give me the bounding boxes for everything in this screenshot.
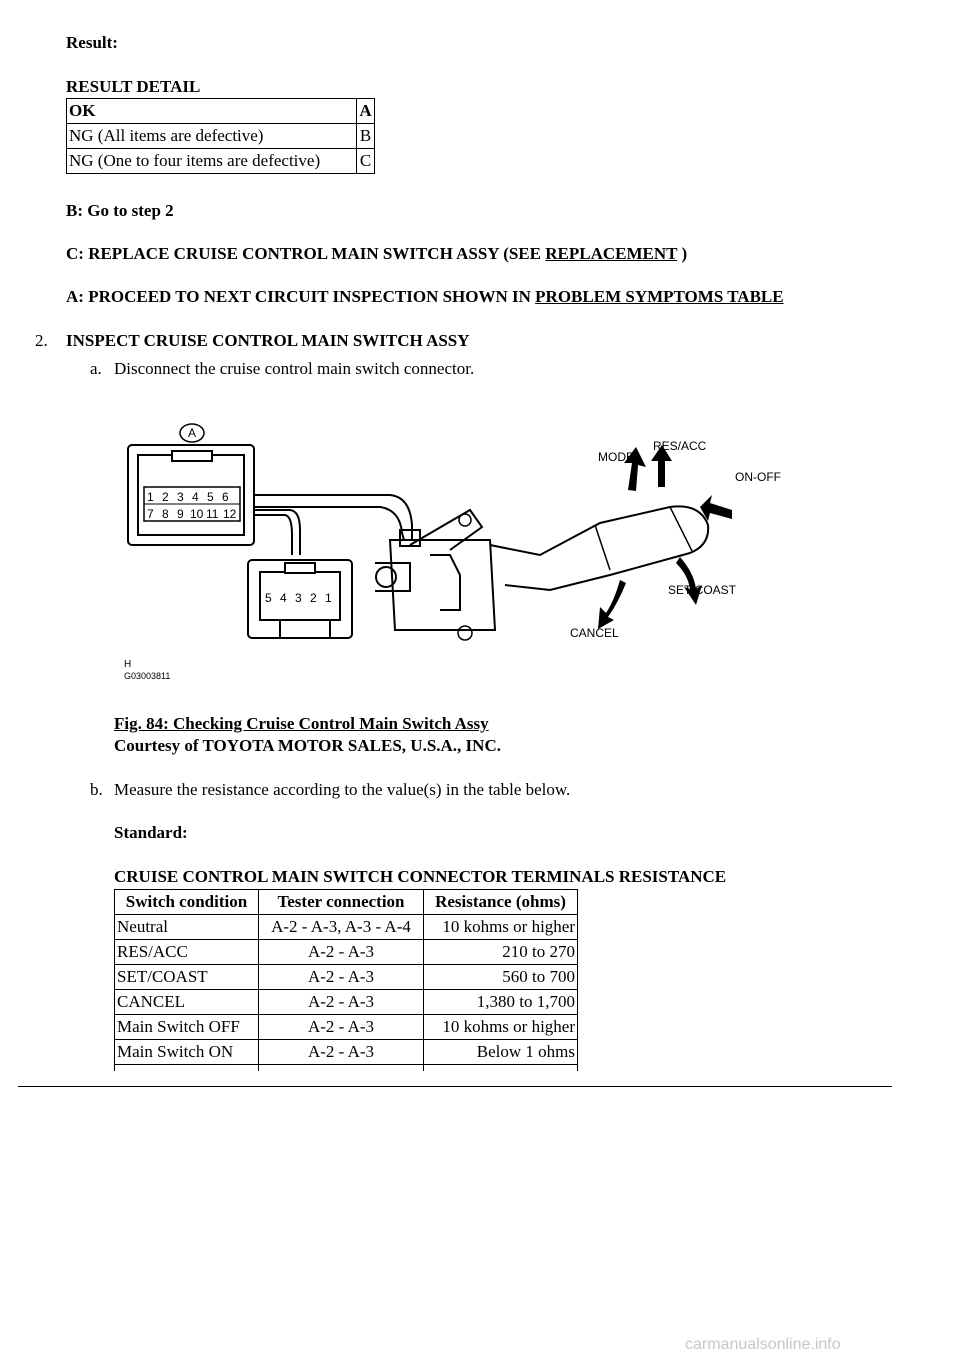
resistance-cell: Below 1 ohms: [424, 1040, 578, 1065]
pin-label: 3: [295, 591, 302, 605]
pin-label: 3: [177, 490, 184, 504]
tester-connection-cell: A-2 - A-3, A-3 - A-4: [259, 915, 424, 940]
figure-code-letter: H: [124, 659, 132, 670]
column-header: Tester connection: [259, 890, 424, 915]
figure-code-number: G03003811: [124, 671, 171, 681]
instruction-c-suffix: ): [677, 244, 688, 263]
figure-caption-title: Fig. 84: Checking Cruise Control Main Switch Assy: [114, 714, 489, 733]
pin-label: 2: [310, 591, 317, 605]
table-row: [67, 149, 375, 174]
pin-label: 4: [280, 591, 287, 605]
set-coast-arrow: [676, 557, 702, 605]
result-detail-table: [66, 98, 375, 174]
resistance-cell: 210 to 270: [424, 940, 578, 965]
watermark: carmanualsonline.info: [685, 1336, 841, 1353]
substep-a-marker: a.: [90, 359, 102, 378]
substep-b-text: Measure the resistance according to the value(s) in the table below.: [114, 780, 571, 799]
switch-diagram: [110, 415, 810, 695]
instruction-c: [66, 244, 687, 264]
step-title: INSPECT CRUISE CONTROL MAIN SWITCH ASSY: [66, 331, 470, 350]
result-detail-heading: RESULT DETAIL: [66, 77, 201, 96]
result-condition-cell: NG (All items are defective): [67, 124, 357, 149]
resistance-heading: CRUISE CONTROL MAIN SWITCH CONNECTOR TERMINALS RESISTANCE: [114, 867, 727, 886]
switch-condition-cell: Main Switch OFF: [115, 1015, 259, 1040]
table-row: [115, 940, 578, 965]
tester-connection-cell: A-2 - A-3: [259, 965, 424, 990]
on-off-label: ON-OFF: [735, 470, 781, 484]
result-code-cell: A: [357, 99, 375, 124]
switch-condition-cell: Main Switch ON: [115, 1040, 259, 1065]
table-row: [67, 99, 375, 124]
result-label: Result:: [66, 33, 118, 52]
table-row: [67, 124, 375, 149]
pin-label: 5: [207, 490, 214, 504]
column-header: Switch condition: [115, 890, 259, 915]
resistance-cell: 560 to 700: [424, 965, 578, 990]
pin-label: 11: [206, 507, 219, 521]
resistance-table: [114, 889, 578, 1071]
tester-connection-cell: A-2 - A-3: [259, 1040, 424, 1065]
switch-condition-cell: CANCEL: [115, 990, 259, 1015]
table-row: [115, 965, 578, 990]
resistance-cell: 10 kohms or higher: [424, 1015, 578, 1040]
result-condition-cell: NG (One to four items are defective): [67, 149, 357, 174]
substep-b-marker: b.: [90, 780, 103, 799]
resistance-cell: 10 kohms or higher: [424, 915, 578, 940]
mode-label: MODE: [598, 450, 634, 464]
problem-symptoms-table-link[interactable]: PROBLEM SYMPTOMS TABLE: [535, 287, 784, 306]
pin-label: 7: [147, 507, 154, 521]
table-row: [115, 915, 578, 940]
pin-label: 8: [162, 507, 169, 521]
standard-label: Standard:: [114, 823, 188, 842]
pin-label: 12: [223, 507, 237, 521]
pin-label: 9: [177, 507, 184, 521]
resistance-cell: 1,380 to 1,700: [424, 990, 578, 1015]
instruction-a-prefix: A: PROCEED TO NEXT CIRCUIT INSPECTION SHOWN IN: [66, 287, 536, 306]
instruction-c-prefix: C: REPLACE CRUISE CONTROL MAIN SWITCH ASSY (SEE: [66, 244, 546, 263]
pin-label: 10: [190, 507, 204, 521]
tester-connection-cell: A-2 - A-3: [259, 940, 424, 965]
result-condition-cell: OK: [67, 99, 357, 124]
pin-label: 1: [325, 591, 332, 605]
step-number: 2.: [35, 331, 48, 350]
result-code-cell: B: [357, 124, 375, 149]
set-coast-label: SET/COAST: [668, 583, 737, 597]
result-code-cell: C: [357, 149, 375, 174]
switch-condition-cell: RES/ACC: [115, 940, 259, 965]
pin-label: 1: [147, 490, 154, 504]
instruction-b: B: Go to step 2: [66, 201, 174, 220]
replacement-link[interactable]: REPLACEMENT: [545, 244, 678, 263]
pin-label: 2: [162, 490, 169, 504]
connector-a-label: A: [188, 426, 197, 440]
column-header: Resistance (ohms): [424, 890, 578, 915]
switch-condition-cell: SET/COAST: [115, 965, 259, 990]
pin-label: 4: [192, 490, 199, 504]
cancel-label: CANCEL: [570, 626, 619, 640]
table-row: [115, 1040, 578, 1065]
figure-caption-credit: Courtesy of TOYOTA MOTOR SALES, U.S.A., INC.: [114, 736, 501, 755]
table-row-empty: [115, 1065, 578, 1072]
tester-connection-cell: A-2 - A-3: [259, 1015, 424, 1040]
tester-connection-cell: A-2 - A-3: [259, 990, 424, 1015]
pin-label: 6: [222, 490, 229, 504]
page-divider: [18, 1086, 892, 1087]
table-row: [115, 990, 578, 1015]
res-acc-label: RES/ACC: [653, 439, 707, 453]
table-row: [115, 1015, 578, 1040]
substep-a-text: Disconnect the cruise control main switch connector.: [114, 359, 475, 378]
instruction-a: [66, 287, 784, 307]
cancel-arrow: [598, 580, 626, 629]
table-header-row: [115, 890, 578, 915]
pin-label: 5: [265, 591, 272, 605]
switch-condition-cell: Neutral: [115, 915, 259, 940]
